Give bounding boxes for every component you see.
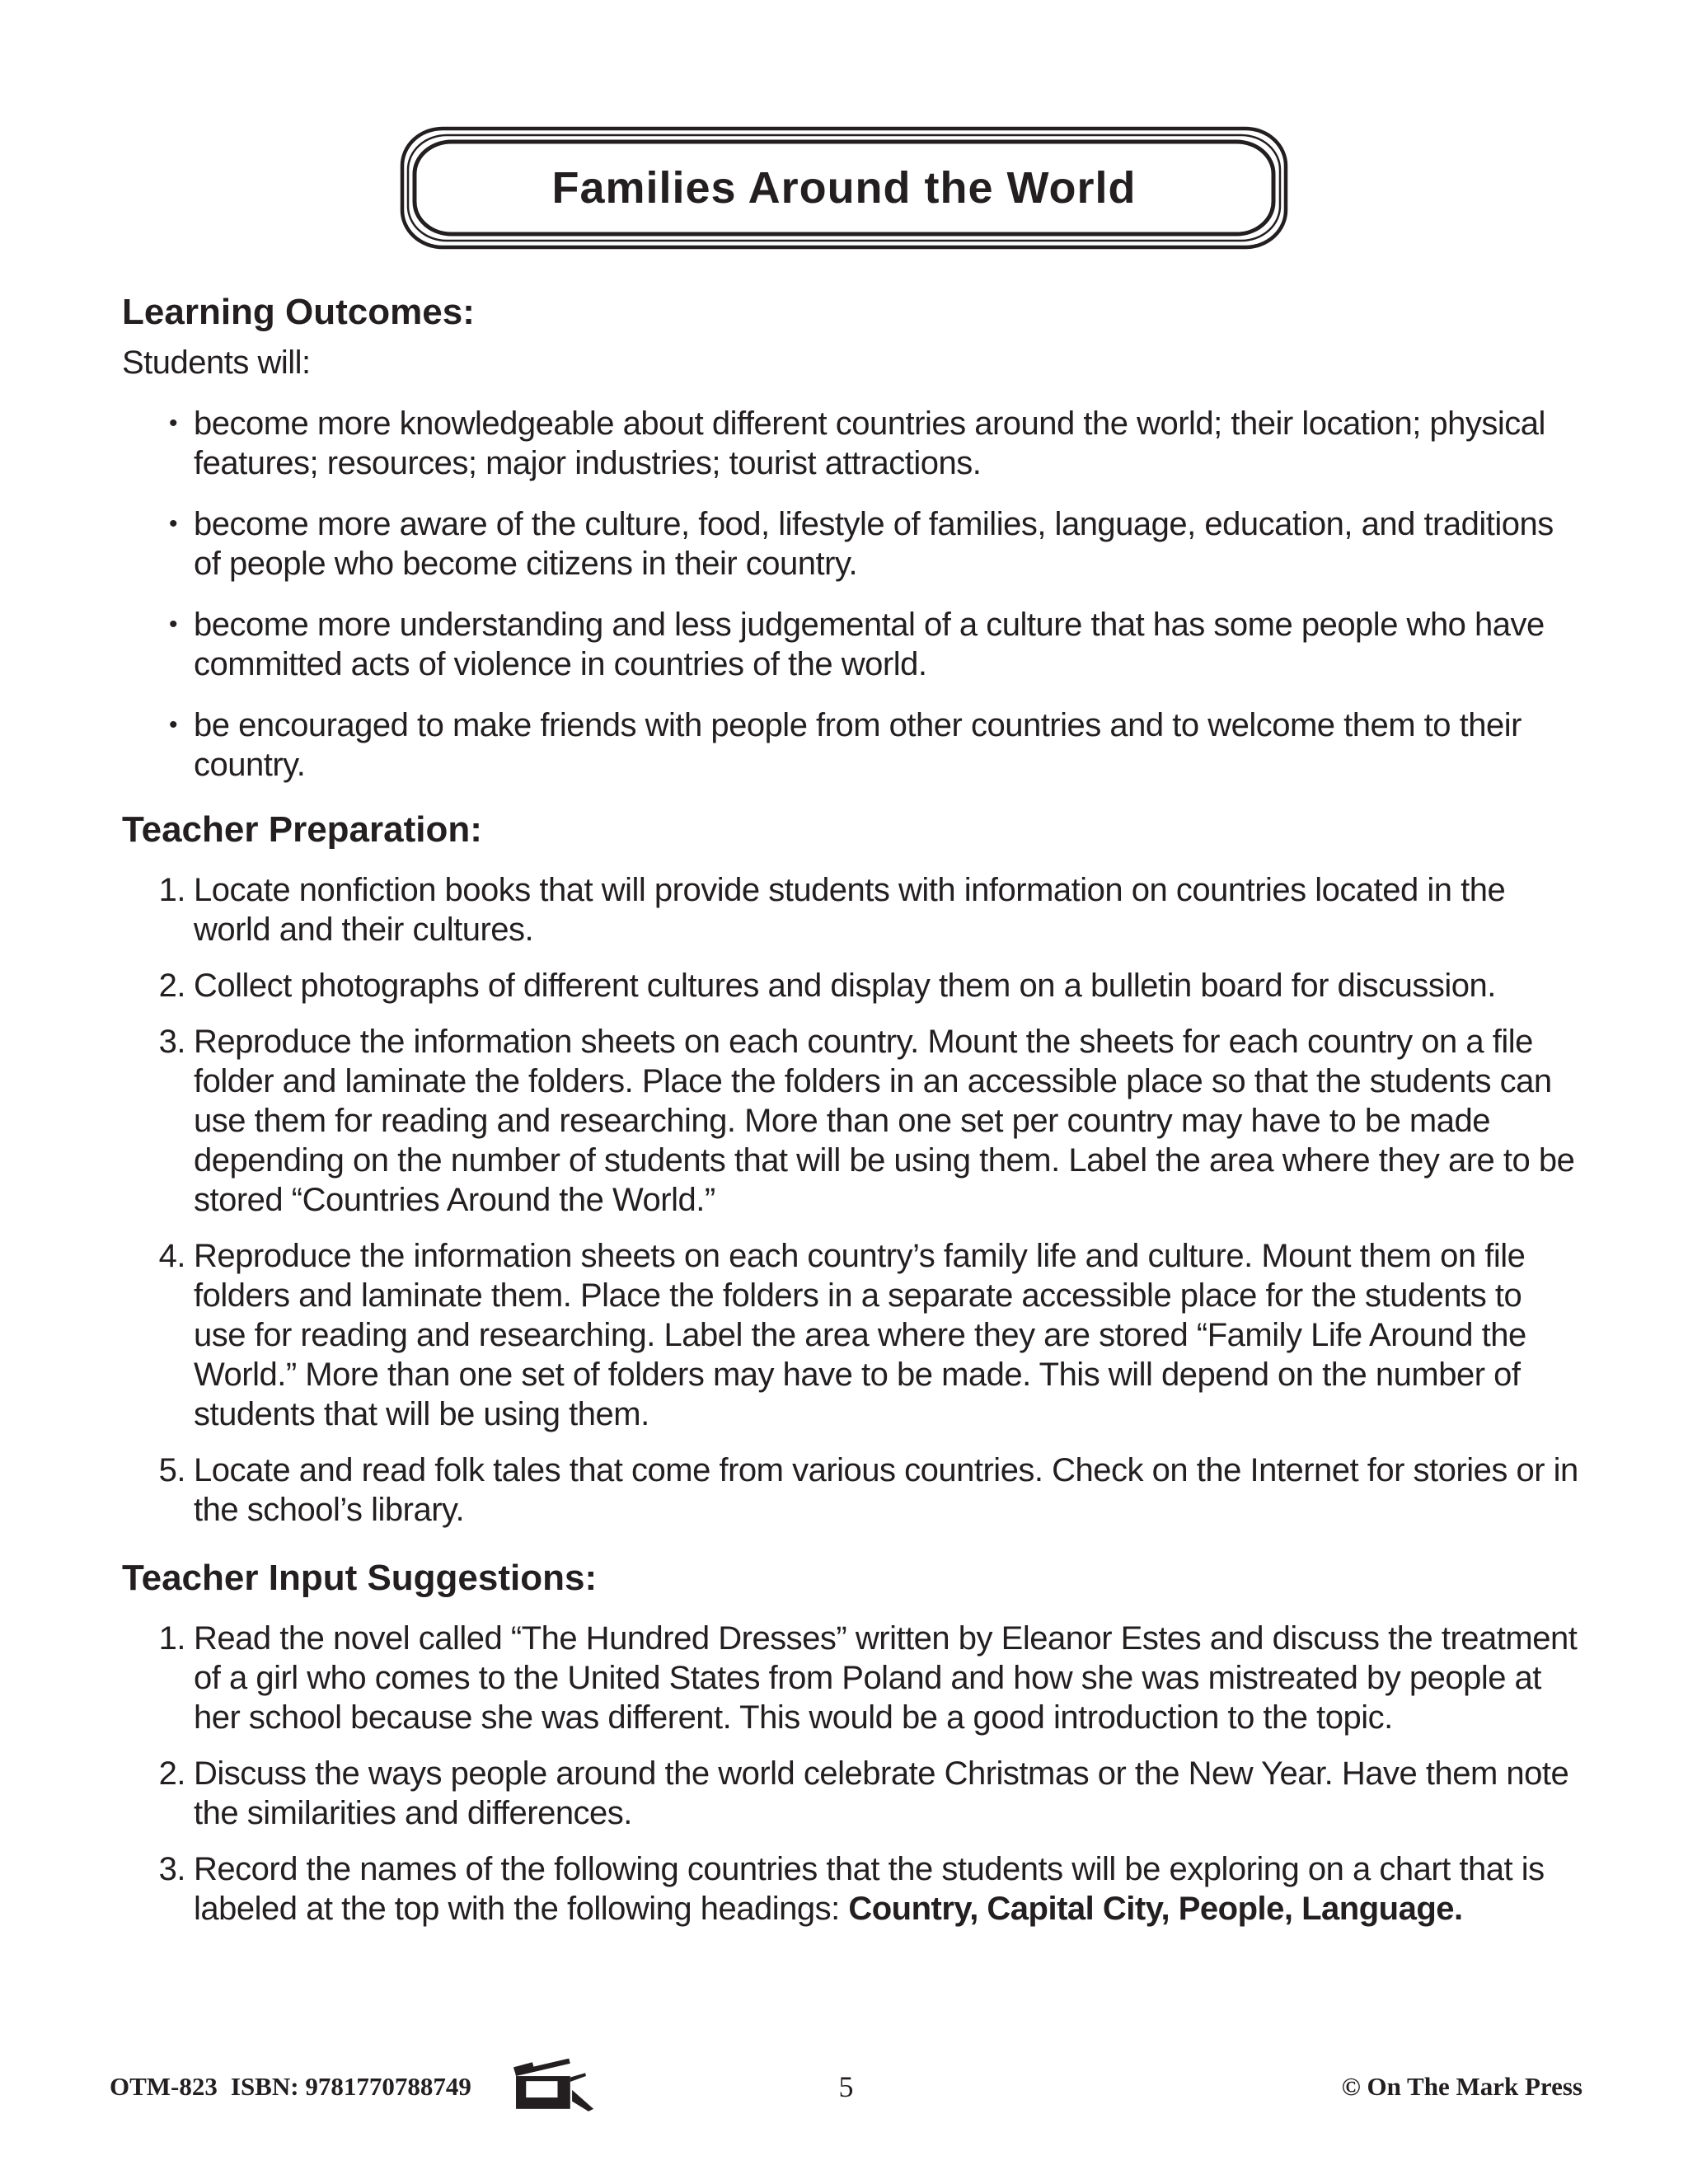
list-item-number: 4. [158,1238,185,1274]
section-heading-teacher-input-suggestions: Teacher Input Suggestions: [122,1558,598,1598]
list-item-number: 1. [158,872,185,908]
list-item-number: 2. [158,968,185,1004]
list-item-number: 3. [158,1851,185,1887]
list-item-number: 1. [158,1620,185,1657]
list-item [110,1236,1578,1434]
footer-copyright: © On The Mark Press [1341,2072,1582,2101]
list-item-text: Locate and read folk tales that come from various countries. Check on the Internet for stories or in the school’s library. [194,1452,1578,1528]
page-footer [110,2054,1582,2120]
document-body [110,251,1578,1929]
list-item [110,1619,1578,1737]
list-item-number: 5. [158,1452,185,1488]
list-item-text: Discuss the ways people around the world celebrate Christmas or the New Year. Have them note the similarities and differences. [194,1755,1569,1831]
list-item-text: Read the novel called “The Hundred Dresses” written by Eleanor Estes and discuss the treatment of a girl who comes to the United States from Poland and how she was mistreated by people at her school because she was different. This would be a good introduction to the topic. [194,1620,1578,1736]
photocopier-icon [509,2052,595,2116]
page-title: Families Around the World [551,163,1137,213]
list-item-text-bold: Country, Capital City, People, Language. [848,1891,1463,1927]
bullet-icon: • [169,510,178,537]
bullet-icon: • [169,611,178,638]
list-item-text: Reproduce the information sheets on each country. Mount the sheets for each country on a file folder and laminate the folders. Place the folders in an accessible place so that the students can use them for reading and researching. More than one set per country may have to be made depending on the number of students that will be using them. Label the area where they are to be stored “Countries Around the World.” [194,1024,1575,1218]
page-number: 5 [838,2070,854,2103]
list-item-text: Collect photographs of different cultures and display them on a bulletin board for discussion. [194,968,1496,1004]
bullet-icon: • [169,410,178,437]
list-item [110,1754,1578,1833]
list-item [110,966,1578,1005]
list-item-number: 3. [158,1024,185,1060]
footer-code: OTM-823 [110,2072,218,2101]
list-item [110,1022,1578,1220]
footer-isbn: ISBN: 9781770788749 [230,2072,471,2101]
title-banner [397,125,1291,251]
list-item [110,404,1578,483]
section-intro: Students will: [122,344,311,381]
list-item [110,870,1578,949]
list-item-text: become more aware of the culture, food, lifestyle of families, language, education, and traditions of people who become citizens in their country. [194,506,1554,582]
list-item-text-regular: Record the names of the following countries that the students will be exploring on a chart that is labeled at the top with the following headings: [194,1851,1545,1927]
list-item [110,1849,1578,1929]
list-item [110,705,1578,785]
list-item [110,605,1578,684]
list-item-number: 2. [158,1755,185,1792]
bullet-icon: • [169,711,178,738]
list-item-text: become more understanding and less judgemental of a culture that has some people who have committed acts of violence in countries of the world. [194,607,1545,682]
section-heading-learning-outcomes: Learning Outcomes: [122,292,475,332]
list-item-text [194,1849,1578,1929]
list-item [110,504,1578,583]
list-item-text: become more knowledgeable about different countries around the world; their location; physical features; resources; major industries; tourist attractions. [194,405,1545,481]
section-heading-teacher-preparation: Teacher Preparation: [122,809,482,850]
list-item-text: Reproduce the information sheets on each country’s family life and culture. Mount them on file folders and laminate them. Place the folders in a separate accessible place for the students to use for reading and researching. Label the area where they are stored “Family Life Around the World.” More than one set of folders may have to be made. This will depend on the number of students that will be using them. [194,1238,1526,1432]
list-item [110,1451,1578,1530]
list-item-text: be encouraged to make friends with people from other countries and to welcome them to their country. [194,707,1522,783]
list-item-text: Locate nonfiction books that will provide students with information on countries located in the world and their cultures. [194,872,1506,948]
